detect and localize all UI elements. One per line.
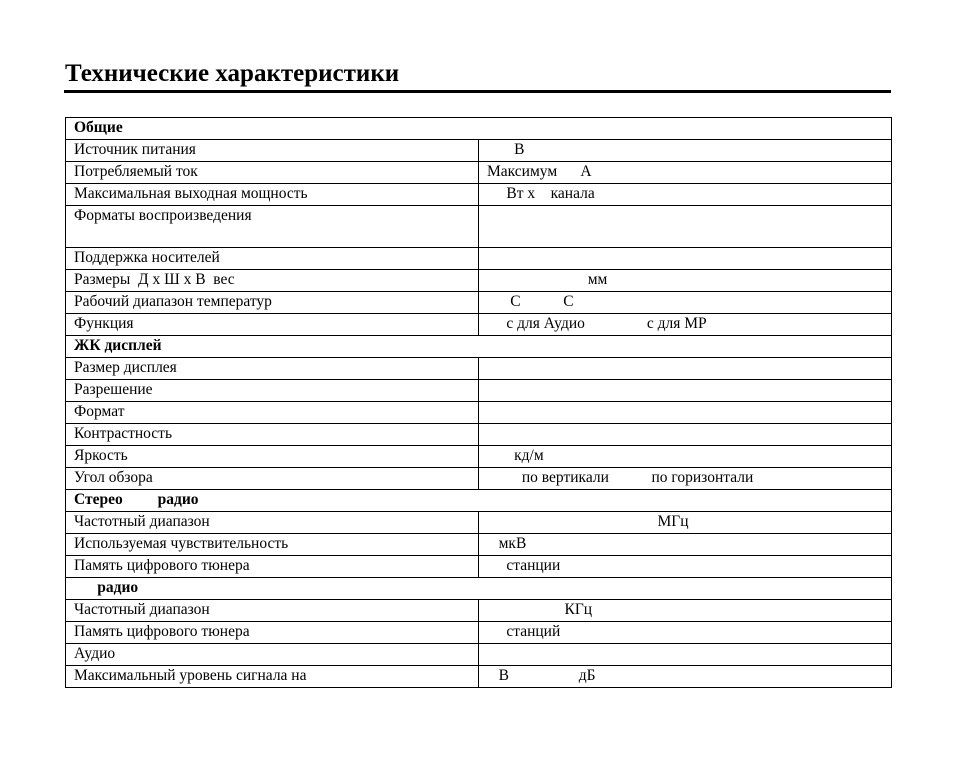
section-title: ЖК дисплей [66,336,892,358]
spec-label: Аудио [66,644,479,666]
section-header-row [66,578,892,600]
spec-label: Размеры Д х Ш х В вес [66,270,479,292]
spec-label: Максимальный уровень сигнала на [66,666,479,688]
spec-value [479,358,892,380]
spec-value: Вт х канала [479,184,892,206]
spec-value [479,424,892,446]
spec-row [66,184,892,206]
spec-label: Рабочий диапазон температур [66,292,479,314]
spec-label: Максимальная выходная мощность [66,184,479,206]
spec-label: Частотный диапазон [66,600,479,622]
spec-label: Яркость [66,446,479,468]
spec-row [66,292,892,314]
spec-row [66,402,892,424]
spec-row [66,512,892,534]
spec-row [66,380,892,402]
specifications-table [65,117,892,688]
spec-row [66,534,892,556]
spec-value [479,206,892,248]
spec-label: Формат [66,402,479,424]
spec-label: Угол обзора [66,468,479,490]
spec-label: Источник питания [66,140,479,162]
spec-row [66,162,892,184]
section-title: радио [66,578,892,600]
spec-value: КГц [479,600,892,622]
spec-label: Память цифрового тюнера [66,556,479,578]
spec-value: В дБ [479,666,892,688]
spec-label: Разрешение [66,380,479,402]
section-title: Общие [66,118,892,140]
spec-label: Используемая чувствительность [66,534,479,556]
spec-row [66,556,892,578]
spec-label: Частотный диапазон [66,512,479,534]
spec-row [66,206,892,248]
spec-value: станций [479,622,892,644]
spec-value [479,402,892,424]
spec-value: кд/м [479,446,892,468]
page-title: Технические характеристики [65,60,400,87]
spec-value: В [479,140,892,162]
spec-value: по вертикали по горизонтали [479,468,892,490]
spec-value: МГц [479,512,892,534]
spec-value [479,380,892,402]
spec-label: Поддержка носителей [66,248,479,270]
spec-row [66,314,892,336]
spec-label: Форматы воспроизведения [66,206,479,248]
spec-row [66,446,892,468]
spec-label: Контрастность [66,424,479,446]
spec-label: Память цифрового тюнера [66,622,479,644]
specifications-table-body [66,118,892,688]
section-title: Стерео радио [66,490,892,512]
spec-row [66,622,892,644]
section-header-row [66,336,892,358]
spec-row [66,248,892,270]
spec-row [66,140,892,162]
spec-label: Потребляемый ток [66,162,479,184]
spec-value: Максимум А [479,162,892,184]
spec-value: мкВ [479,534,892,556]
spec-row [66,424,892,446]
spec-value: С С [479,292,892,314]
spec-row [66,666,892,688]
spec-label: Размер дисплея [66,358,479,380]
spec-row [66,270,892,292]
spec-value: с для Аудио с для МР [479,314,892,336]
spec-label: Функция [66,314,479,336]
spec-row [66,468,892,490]
spec-value: станции [479,556,892,578]
spec-row [66,358,892,380]
title-underline [64,90,891,93]
spec-value: мм [479,270,892,292]
spec-row [66,644,892,666]
section-header-row [66,490,892,512]
spec-row [66,600,892,622]
spec-value [479,248,892,270]
spec-value [479,644,892,666]
section-header-row [66,118,892,140]
